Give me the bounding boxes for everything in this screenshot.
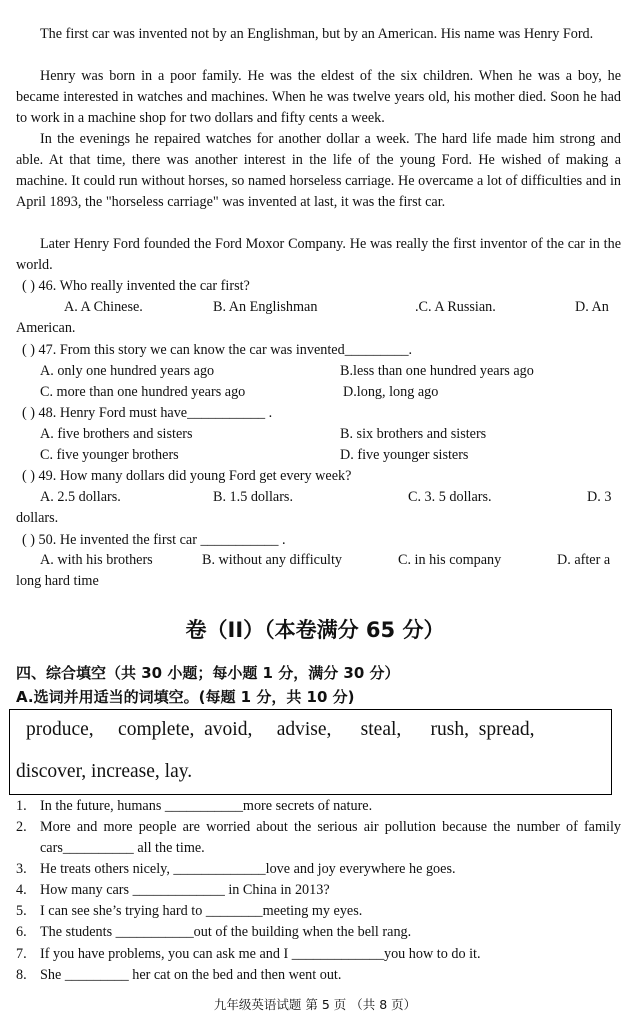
question-47-option-c: C. more than one hundred years ago xyxy=(40,384,246,400)
item-number: 3. xyxy=(16,861,27,877)
question-48-stem: ( ) 48. Henry Ford must have___________ . xyxy=(22,405,273,421)
question-46-option-c: .C. A Russian. xyxy=(415,299,496,315)
word-bank-line-1: produce, complete, avoid, advise, steal, rush, spread, xyxy=(26,719,535,740)
passage-paragraph-1: The first car was invented not by an Englishman, but by an American. His name was Henry Ford. xyxy=(40,26,594,42)
passage-paragraph-3: In the evenings he repaired watches for another dollar a week. The hard life made him strong and able. At that time, there was another interest in the life of the young Ford. He wished of making a machine. It could run without horses, so named horseless carriage. He overcame a lot of difficulties and in April 1893, the "horseless carriage" was invented at last, it was the first car. xyxy=(16,131,621,210)
question-48-option-d: D. five younger sisters xyxy=(340,447,469,463)
question-48-option-a: A. five brothers and sisters xyxy=(40,426,193,442)
question-46-stem: ( ) 46. Who really invented the car first? xyxy=(22,278,250,294)
passage-paragraph-4: Later Henry Ford founded the Ford Moxor Company. He was really the first inventor of the car in the world. xyxy=(16,236,621,273)
fill-in-item: In the future, humans ___________more secrets of nature. xyxy=(40,798,373,814)
question-48-option-c: C. five younger brothers xyxy=(40,447,179,463)
question-47-option-b: B.less than one hundred years ago xyxy=(340,363,534,379)
question-47-option-d: D.long, long ago xyxy=(343,384,439,400)
fill-in-item: He treats others nicely, _____________love and joy everywhere he goes. xyxy=(40,861,456,877)
section-4a-subheading: A.选词并用适当的词填空。(每题 1 分，共 10 分) xyxy=(16,688,355,706)
question-46-option-b: B. An Englishman xyxy=(213,299,318,315)
fill-in-item: I can see she’s trying hard to ________meeting my eyes. xyxy=(40,903,363,919)
question-50-option-c: C. in his company xyxy=(398,552,502,568)
fill-in-item: How many cars _____________ in China in 2013? xyxy=(40,882,330,898)
question-50-option-b: B. without any difficulty xyxy=(202,552,343,568)
passage-paragraph-2: Henry was born in a poor family. He was the eldest of the six children. When he was a boy, he became interested in watches and machines. When he was twelve years old, his mother died. Soon he had to work in a machine shop for two dollars and fifty cents a week. xyxy=(16,68,621,126)
question-49-option-d: D. 3 xyxy=(587,489,612,505)
fill-in-item: If you have problems, you can ask me and I _____________you how to do it. xyxy=(40,946,481,962)
item-number: 8. xyxy=(16,967,27,983)
item-number: 4. xyxy=(16,882,27,898)
question-50-option-d: D. after a xyxy=(557,552,611,568)
question-49-option-a: A. 2.5 dollars. xyxy=(40,489,121,505)
fill-in-item: The students ___________out of the building when the bell rang. xyxy=(40,924,412,940)
question-49-option-c: C. 3. 5 dollars. xyxy=(408,489,492,505)
item-number: 7. xyxy=(16,946,27,962)
question-46-option-a: A. A Chinese. xyxy=(64,299,143,315)
item-number: 5. xyxy=(16,903,27,919)
question-46-option-d-continued: American. xyxy=(16,320,76,336)
fill-in-item: She _________ her cat on the bed and then went out. xyxy=(40,967,342,983)
section-4-heading: 四、综合填空（共 30 小题；每小题 1 分，满分 30 分） xyxy=(16,664,400,682)
question-49-stem: ( ) 49. How many dollars did young Ford get every week? xyxy=(22,468,352,484)
item-number: 6. xyxy=(16,924,27,940)
word-bank-line-2: discover, increase, lay. xyxy=(16,761,193,782)
question-46-option-d: D. An xyxy=(575,299,609,315)
item-number: 1. xyxy=(16,798,27,814)
question-49-option-d-continued: dollars. xyxy=(16,510,59,526)
question-50-option-a: A. with his brothers xyxy=(40,552,153,568)
fill-in-item: More and more people are worried about the serious air pollution because the number of family cars__________ all the time. xyxy=(40,819,621,856)
question-50-stem: ( ) 50. He invented the first car ___________ . xyxy=(22,532,286,548)
part-2-title: 卷（II）（本卷满分 65 分） xyxy=(185,618,445,642)
question-47-stem: ( ) 47. From this story we can know the car was invented_________. xyxy=(22,342,413,358)
item-number: 2. xyxy=(16,819,27,835)
question-47-option-a: A. only one hundred years ago xyxy=(40,363,215,379)
page-footer: 九年级英语试题 第 5 页 （共 8 页） xyxy=(213,997,417,1012)
question-49-option-b: B. 1.5 dollars. xyxy=(213,489,293,505)
question-50-option-d-continued: long hard time xyxy=(16,573,99,589)
question-48-option-b: B. six brothers and sisters xyxy=(340,426,487,442)
